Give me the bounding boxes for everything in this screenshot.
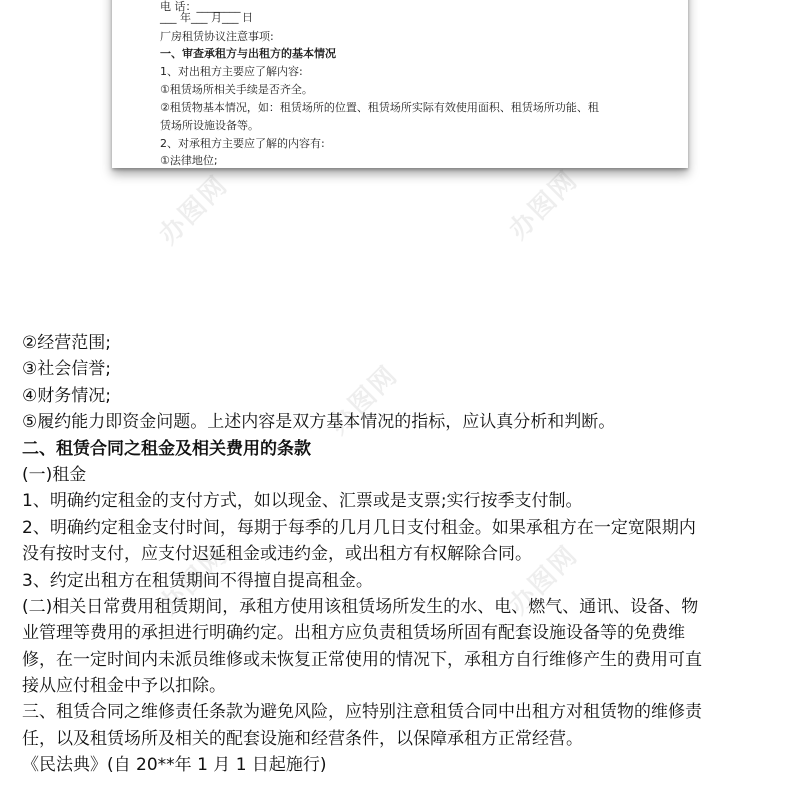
body-line: 1、明确约定租金的支付方式，如以现金、汇票或是支票;实行按季支付制。	[22, 491, 583, 512]
body-line: 2、明确约定租金支付时间，每期于每季的几月几日支付租金。如果承租方在一定宽限期内	[22, 517, 696, 538]
card-line: 厂房租赁协议注意事项:	[160, 30, 274, 43]
watermark: 办图网	[153, 539, 235, 621]
body-line: ⑤履约能力即资金问题。上述内容是双方基本情况的指标，应认真分析和判断。	[22, 412, 616, 433]
document-body	[22, 330, 782, 779]
body-line: 《民法典》(自 20**年 1 月 1 日起施行)	[22, 755, 327, 776]
body-line: 接从应付租金中予以扣除。	[22, 676, 226, 697]
card-line: ②租赁物基本情况，如：租赁场所的位置、租赁场所实际有效使用面积、租赁场所功能、租	[160, 101, 599, 114]
body-line: 3、约定出租方在租赁期间不得擅自提高租金。	[22, 570, 373, 591]
card-line: ___ 年___ 月___ 日	[160, 11, 253, 24]
card-line: 赁场所设施设备等。	[160, 119, 259, 132]
card-heading: 一、审查承租方与出租方的基本情况	[160, 47, 336, 60]
card-line: 电 话：________	[160, 0, 241, 13]
document-preview-card	[112, 0, 688, 168]
body-line: 三、租赁合同之维修责任条款为避免风险，应特别注意租赁合同中出租方对租赁物的维修责	[22, 702, 702, 723]
watermark: 办图网	[503, 164, 585, 246]
card-line: ①租赁场所相关手续是否齐全。	[160, 83, 313, 96]
body-line: ④财务情况;	[22, 385, 111, 406]
body-line: (二)相关日常费用租赁期间，承租方使用该租赁场所发生的水、电、燃气、通讯、设备、物	[22, 596, 699, 617]
watermark: 办图网	[153, 169, 235, 251]
card-line: 2、对承租方主要应了解的内容有:	[160, 137, 325, 150]
body-line: 修，在一定时间内未派员维修或未恢复正常使用的情况下，承租方自行维修产生的费用可直	[22, 649, 702, 670]
body-line: ②经营范围;	[22, 333, 111, 353]
section-heading: 二、租赁合同之租金及相关费用的条款	[22, 438, 311, 459]
body-line: 业管理等费用的承担进行明确约定。出租方应负责租赁场所固有配套设施设备等的免费维	[22, 623, 685, 644]
watermark: 办图网	[503, 539, 585, 621]
card-line: ①法律地位;	[160, 154, 218, 167]
body-line: ③社会信誉;	[22, 359, 111, 380]
card-line: 1、对出租方主要应了解内容:	[160, 65, 303, 78]
watermark: 办图网	[323, 359, 405, 441]
body-line: 任，以及租赁场所及相关的配套设施和经营条件，以保障承租方正常经营。	[22, 728, 583, 749]
body-line: (一)租金	[22, 464, 87, 485]
body-line: 没有按时支付，应支付迟延租金或违约金，或出租方有权解除合同。	[22, 544, 532, 565]
